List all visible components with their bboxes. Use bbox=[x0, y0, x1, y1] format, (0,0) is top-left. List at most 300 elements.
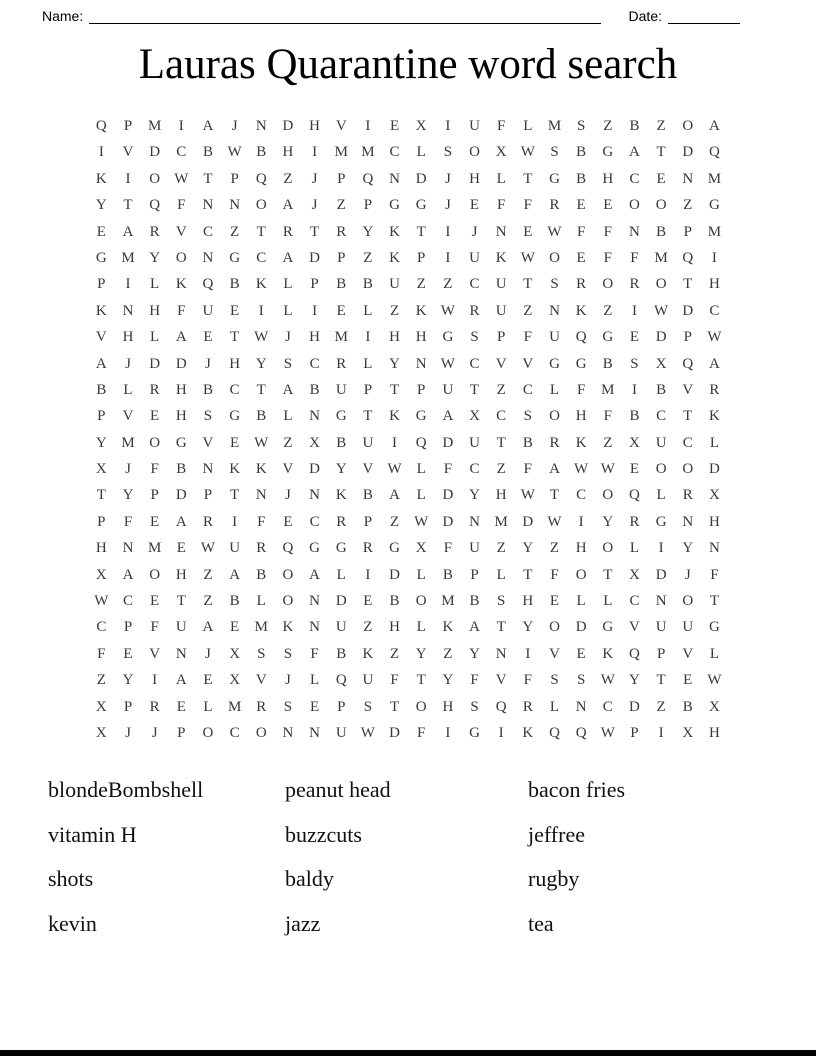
grid-letter: Z bbox=[603, 118, 613, 134]
grid-letter: P bbox=[470, 566, 479, 583]
grid-letter: L bbox=[283, 276, 293, 293]
grid-letter: B bbox=[309, 381, 320, 398]
grid-letter: L bbox=[363, 355, 373, 372]
grid-letter: H bbox=[229, 355, 241, 372]
grid-letter: Q bbox=[149, 197, 161, 214]
grid-letter: U bbox=[655, 619, 667, 636]
grid-letter: B bbox=[202, 381, 213, 398]
grid-letter: P bbox=[337, 170, 346, 187]
grid-letter: Z bbox=[283, 170, 293, 187]
grid-letter: K bbox=[415, 302, 427, 319]
grid-letter: T bbox=[523, 566, 533, 583]
grid-letter: D bbox=[389, 566, 400, 583]
grid-letter: M bbox=[147, 118, 162, 134]
grid-letter: Z bbox=[363, 249, 373, 266]
grid-letter: V bbox=[495, 355, 507, 372]
grid-letter: H bbox=[175, 381, 187, 398]
grid-letter: O bbox=[655, 276, 667, 293]
grid-letter: U bbox=[335, 724, 347, 741]
grid-letter: U bbox=[655, 434, 667, 451]
grid-letter: L bbox=[549, 381, 560, 398]
grid-letter: R bbox=[336, 355, 347, 372]
grid-letter: U bbox=[389, 276, 400, 293]
grid-letter: B bbox=[176, 461, 187, 478]
grid-letter: K bbox=[175, 276, 187, 293]
grid-letter: F bbox=[523, 461, 532, 478]
grid-letter: X bbox=[229, 672, 241, 689]
grid-letter: Y bbox=[469, 487, 480, 504]
grid-letter: I bbox=[711, 249, 717, 266]
grid-letter: X bbox=[95, 698, 107, 715]
grid-letter: A bbox=[175, 672, 187, 689]
grid-letter: R bbox=[522, 698, 533, 715]
grid-letter: C bbox=[576, 487, 587, 504]
grid-letter: F bbox=[177, 302, 186, 319]
grid-letter: O bbox=[629, 197, 640, 214]
grid-letter: E bbox=[576, 645, 586, 662]
grid-letter: P bbox=[417, 381, 426, 398]
grid-letter: F bbox=[123, 513, 133, 530]
grid-letter: G bbox=[655, 513, 667, 530]
grid-letter: I bbox=[152, 672, 158, 689]
grid-letter: Y bbox=[415, 645, 427, 662]
grid-letter: G bbox=[389, 197, 400, 214]
grid-row bbox=[88, 377, 728, 403]
grid-letter: E bbox=[203, 329, 213, 346]
grid-letter: M bbox=[334, 144, 348, 161]
grid-letter: C bbox=[709, 302, 720, 319]
grid-letter: N bbox=[202, 461, 214, 478]
grid-row bbox=[88, 720, 728, 746]
grid-letter: D bbox=[282, 118, 294, 134]
word-list bbox=[48, 768, 816, 946]
header bbox=[0, 0, 816, 25]
grid-letter: V bbox=[522, 355, 534, 372]
grid-letter: B bbox=[442, 566, 453, 583]
grid-letter: H bbox=[95, 540, 107, 557]
grid-row bbox=[88, 298, 728, 324]
grid-letter: T bbox=[416, 223, 426, 240]
word-list-item: peanut head bbox=[285, 777, 391, 803]
grid-letter: O bbox=[655, 461, 667, 478]
grid-letter: A bbox=[229, 566, 241, 583]
grid-letter: K bbox=[522, 724, 534, 741]
grid-letter: A bbox=[202, 118, 214, 134]
grid-letter: T bbox=[656, 672, 666, 689]
grid-letter: W bbox=[654, 302, 669, 319]
grid-letter: P bbox=[363, 513, 373, 530]
grid-letter: Y bbox=[335, 461, 347, 478]
grid-letter: G bbox=[709, 197, 720, 214]
grid-letter: M bbox=[121, 249, 135, 266]
grid-letter: C bbox=[469, 276, 480, 293]
grid-letter: T bbox=[523, 276, 533, 293]
grid-letter: O bbox=[175, 249, 187, 266]
grid-letter: V bbox=[495, 672, 507, 689]
grid-letter: M bbox=[147, 540, 162, 557]
grid-letter: A bbox=[709, 355, 720, 372]
grid-row bbox=[88, 614, 728, 640]
grid-letter: L bbox=[416, 144, 426, 161]
grid-letter: P bbox=[123, 118, 133, 134]
grid-letter: F bbox=[576, 381, 586, 398]
grid-letter: T bbox=[230, 487, 240, 504]
grid-letter: T bbox=[96, 487, 106, 504]
grid-letter: F bbox=[630, 249, 639, 266]
grid-letter: K bbox=[255, 461, 267, 478]
grid-letter: Z bbox=[203, 593, 213, 610]
grid-letter: V bbox=[149, 645, 161, 662]
grid-letter: I bbox=[445, 724, 451, 741]
grid-letter: I bbox=[125, 276, 131, 293]
grid-letter: R bbox=[149, 698, 160, 715]
grid-letter: J bbox=[125, 724, 131, 741]
grid-letter: X bbox=[95, 461, 107, 478]
grid-letter: L bbox=[496, 170, 506, 187]
grid-letter: U bbox=[469, 434, 480, 451]
grid-letter: P bbox=[150, 487, 159, 504]
grid-letter: S bbox=[576, 118, 586, 134]
grid-letter: D bbox=[575, 619, 587, 636]
grid-letter: W bbox=[254, 434, 269, 451]
grid-letter: Q bbox=[95, 118, 107, 134]
grid-letter: C bbox=[309, 513, 320, 530]
grid-letter: Y bbox=[442, 672, 454, 689]
grid-letter: F bbox=[443, 461, 453, 478]
grid-letter: D bbox=[149, 144, 161, 161]
grid-letter: Z bbox=[683, 197, 693, 214]
grid-letter: A bbox=[282, 249, 294, 266]
grid-row bbox=[88, 694, 728, 720]
grid-letter: J bbox=[125, 461, 131, 478]
grid-letter: K bbox=[389, 223, 400, 240]
grid-letter: A bbox=[709, 118, 720, 134]
grid-letter: I bbox=[125, 170, 131, 187]
grid-letter: E bbox=[336, 302, 346, 319]
grid-letter: Q bbox=[362, 170, 374, 187]
grid-letter: C bbox=[176, 144, 187, 161]
grid-letter: T bbox=[230, 329, 240, 346]
grid-letter: W bbox=[547, 513, 562, 530]
grid-letter: S bbox=[550, 144, 559, 161]
grid-letter: F bbox=[603, 408, 612, 425]
grid-letter: H bbox=[495, 487, 507, 504]
grid-letter: D bbox=[175, 487, 187, 504]
word-list-item: tea bbox=[528, 910, 554, 936]
grid-letter: J bbox=[444, 197, 451, 214]
grid-letter: C bbox=[682, 434, 693, 451]
grid-letter: O bbox=[602, 276, 614, 293]
grid-letter: N bbox=[495, 223, 507, 240]
grid-letter: R bbox=[709, 381, 720, 398]
grid-letter: S bbox=[576, 672, 586, 689]
grid-letter: T bbox=[309, 223, 320, 240]
grid-letter: T bbox=[176, 593, 186, 610]
grid-letter: X bbox=[629, 566, 640, 583]
grid-letter: I bbox=[578, 513, 584, 530]
grid-letter: D bbox=[309, 249, 320, 266]
grid-letter: L bbox=[549, 698, 560, 715]
grid-letter: O bbox=[255, 197, 267, 214]
grid-letter: W bbox=[227, 144, 242, 161]
grid-letter: J bbox=[151, 724, 158, 741]
grid-letter: Y bbox=[682, 540, 694, 557]
grid-letter: J bbox=[205, 355, 211, 372]
grid-letter: L bbox=[576, 593, 586, 610]
grid-letter: Z bbox=[389, 645, 400, 662]
grid-letter: O bbox=[469, 144, 480, 161]
grid-letter: R bbox=[149, 381, 160, 398]
grid-letter: L bbox=[283, 302, 293, 319]
grid-letter: L bbox=[523, 118, 533, 134]
grid-letter: A bbox=[175, 329, 187, 346]
grid-letter: F bbox=[550, 566, 559, 583]
grid-letter: P bbox=[97, 408, 106, 425]
grid-letter: I bbox=[232, 513, 238, 530]
grid-letter: N bbox=[415, 355, 427, 372]
grid-letter: V bbox=[549, 645, 560, 662]
grid-letter: Q bbox=[415, 434, 427, 451]
grid-letter: Q bbox=[335, 672, 347, 689]
grid-letter: L bbox=[309, 672, 320, 689]
word-list-item: baldy bbox=[285, 866, 334, 892]
grid-letter: E bbox=[549, 593, 560, 610]
grid-letter: E bbox=[230, 302, 240, 319]
grid-letter: I bbox=[258, 302, 264, 319]
grid-letter: H bbox=[175, 566, 187, 583]
grid-row bbox=[88, 113, 728, 139]
grid-letter: H bbox=[175, 408, 187, 425]
grid-letter: Z bbox=[656, 118, 666, 134]
grid-letter: T bbox=[389, 698, 400, 715]
grid-letter: P bbox=[630, 724, 639, 741]
grid-letter: K bbox=[709, 408, 720, 425]
grid-letter: F bbox=[257, 513, 266, 530]
grid-letter: G bbox=[549, 170, 560, 187]
grid-letter: V bbox=[122, 144, 134, 161]
grid-letter: V bbox=[629, 619, 640, 636]
grid-letter: Z bbox=[416, 276, 426, 293]
grid-letter: X bbox=[629, 434, 640, 451]
grid-letter: Z bbox=[496, 461, 506, 478]
grid-letter: S bbox=[443, 144, 453, 161]
grid-letter: U bbox=[442, 381, 454, 398]
grid-letter: G bbox=[229, 249, 241, 266]
grid-letter: E bbox=[203, 672, 213, 689]
grid-letter: U bbox=[335, 381, 347, 398]
grid-letter: I bbox=[392, 434, 398, 451]
grid-letter: T bbox=[603, 566, 613, 583]
grid-letter: P bbox=[363, 197, 373, 214]
grid-letter: S bbox=[550, 672, 559, 689]
grid-letter: X bbox=[309, 434, 320, 451]
grid-letter: N bbox=[309, 593, 320, 610]
grid-letter: V bbox=[682, 381, 694, 398]
grid-letter: N bbox=[309, 408, 320, 425]
grid-letter: S bbox=[497, 593, 506, 610]
grid-letter: U bbox=[362, 434, 374, 451]
grid-letter: Y bbox=[629, 672, 640, 689]
grid-letter: U bbox=[549, 329, 560, 346]
grid-letter: W bbox=[360, 724, 375, 741]
grid-letter: B bbox=[576, 170, 587, 187]
grid-letter: B bbox=[629, 118, 640, 134]
grid-letter: U bbox=[495, 302, 507, 319]
grid-letter: X bbox=[229, 645, 241, 662]
grid-letter: F bbox=[603, 249, 612, 266]
grid-letter: W bbox=[707, 672, 722, 689]
grid-row bbox=[88, 482, 728, 508]
grid-row bbox=[88, 351, 728, 377]
grid-letter: M bbox=[654, 249, 668, 266]
grid-letter: B bbox=[256, 144, 267, 161]
grid-letter: M bbox=[254, 619, 268, 636]
grid-letter: A bbox=[549, 461, 560, 478]
grid-letter: C bbox=[202, 223, 213, 240]
grid-letter: Y bbox=[122, 672, 134, 689]
grid-letter: C bbox=[469, 355, 480, 372]
grid-letter: U bbox=[202, 302, 214, 319]
grid-letter: T bbox=[389, 381, 400, 398]
grid-letter: L bbox=[709, 434, 719, 451]
grid-letter: F bbox=[710, 566, 719, 583]
grid-letter: Y bbox=[522, 619, 534, 636]
grid-letter: X bbox=[95, 724, 107, 741]
grid-letter: O bbox=[549, 619, 560, 636]
grid-letter: D bbox=[309, 461, 320, 478]
grid-letter: P bbox=[123, 698, 133, 715]
grid-letter: H bbox=[575, 540, 587, 557]
grid-letter: W bbox=[547, 223, 562, 240]
grid-letter: M bbox=[494, 513, 508, 530]
grid-letter: C bbox=[96, 619, 107, 636]
grid-letter: H bbox=[389, 619, 400, 636]
grid-letter: L bbox=[150, 329, 160, 346]
grid-letter: G bbox=[309, 540, 320, 557]
grid-letter: C bbox=[522, 381, 533, 398]
grid-letter: W bbox=[414, 513, 429, 530]
grid-letter: Q bbox=[255, 170, 267, 187]
grid-letter: Q bbox=[549, 724, 560, 741]
grid-letter: O bbox=[602, 540, 614, 557]
grid-letter: J bbox=[205, 645, 211, 662]
grid-letter: I bbox=[631, 302, 637, 319]
grid-letter: Z bbox=[496, 381, 506, 398]
grid-letter: W bbox=[520, 487, 535, 504]
grid-letter: P bbox=[683, 329, 692, 346]
grid-letter: C bbox=[629, 593, 640, 610]
grid-letter: G bbox=[602, 619, 614, 636]
grid-letter: L bbox=[656, 487, 666, 504]
grid-letter: L bbox=[150, 276, 160, 293]
grid-letter: T bbox=[683, 276, 693, 293]
grid-letter: R bbox=[576, 276, 587, 293]
grid-letter: L bbox=[123, 381, 133, 398]
grid-letter: U bbox=[469, 118, 480, 134]
grid-letter: G bbox=[415, 408, 427, 425]
grid-letter: F bbox=[470, 672, 479, 689]
grid-letter: N bbox=[255, 118, 267, 134]
grid-letter: E bbox=[123, 645, 133, 662]
grid-letter: U bbox=[335, 619, 347, 636]
name-blank-line bbox=[89, 8, 600, 24]
grid-letter: D bbox=[442, 487, 454, 504]
grid-letter: K bbox=[442, 619, 454, 636]
grid-letter: E bbox=[363, 593, 373, 610]
grid-letter: Z bbox=[443, 645, 453, 662]
grid-letter: M bbox=[707, 223, 722, 240]
grid-letter: I bbox=[631, 381, 637, 398]
word-list-item: vitamin H bbox=[48, 821, 137, 847]
grid-letter: E bbox=[656, 170, 666, 187]
grid-letter: C bbox=[256, 249, 267, 266]
grid-letter: H bbox=[522, 593, 534, 610]
grid-letter: F bbox=[417, 724, 426, 741]
grid-letter: Y bbox=[255, 355, 267, 372]
grid-letter: N bbox=[575, 698, 587, 715]
grid-letter: K bbox=[335, 487, 347, 504]
grid-letter: G bbox=[709, 619, 720, 636]
grid-letter: M bbox=[441, 593, 455, 610]
grid-letter: M bbox=[601, 381, 615, 398]
grid-letter: A bbox=[309, 566, 320, 583]
grid-letter: N bbox=[282, 724, 294, 741]
grid-letter: B bbox=[656, 223, 667, 240]
grid-letter: K bbox=[95, 170, 107, 187]
grid-letter: O bbox=[575, 566, 587, 583]
grid-row bbox=[88, 667, 728, 693]
word-list-item: kevin bbox=[48, 910, 97, 936]
grid-letter: O bbox=[415, 593, 427, 610]
grid-letter: T bbox=[496, 619, 506, 636]
grid-letter: A bbox=[95, 355, 107, 372]
grid-letter: S bbox=[283, 355, 293, 372]
grid-letter: W bbox=[387, 461, 402, 478]
grid-letter: N bbox=[122, 540, 134, 557]
grid-letter: L bbox=[283, 408, 293, 425]
grid-letter: N bbox=[709, 540, 720, 557]
grid-letter: Z bbox=[389, 513, 400, 530]
grid-letter: Z bbox=[96, 672, 106, 689]
grid-letter: Z bbox=[496, 540, 506, 557]
grid-letter: J bbox=[285, 672, 291, 689]
grid-letter: I bbox=[525, 645, 531, 662]
grid-letter: L bbox=[416, 461, 426, 478]
grid-letter: J bbox=[231, 118, 238, 134]
grid-letter: B bbox=[522, 434, 533, 451]
grid-letter: O bbox=[415, 698, 427, 715]
grid-letter: I bbox=[498, 724, 504, 741]
grid-letter: B bbox=[96, 381, 107, 398]
grid-letter: Q bbox=[495, 698, 507, 715]
grid-letter: L bbox=[603, 593, 613, 610]
grid-letter: N bbox=[469, 513, 480, 530]
grid-letter: S bbox=[203, 408, 213, 425]
grid-letter: U bbox=[469, 249, 480, 266]
grid-letter: N bbox=[655, 593, 667, 610]
grid-letter: F bbox=[523, 197, 532, 214]
grid-letter: L bbox=[416, 566, 426, 583]
grid-letter: C bbox=[229, 381, 240, 398]
grid-letter: N bbox=[309, 724, 320, 741]
grid-letter: P bbox=[97, 276, 106, 293]
grid-letter: T bbox=[709, 593, 719, 610]
grid-letter: B bbox=[682, 698, 693, 715]
grid-letter: A bbox=[389, 487, 400, 504]
grid-letter: Q bbox=[709, 144, 720, 161]
grid-row bbox=[88, 641, 728, 667]
grid-letter: J bbox=[311, 170, 318, 187]
